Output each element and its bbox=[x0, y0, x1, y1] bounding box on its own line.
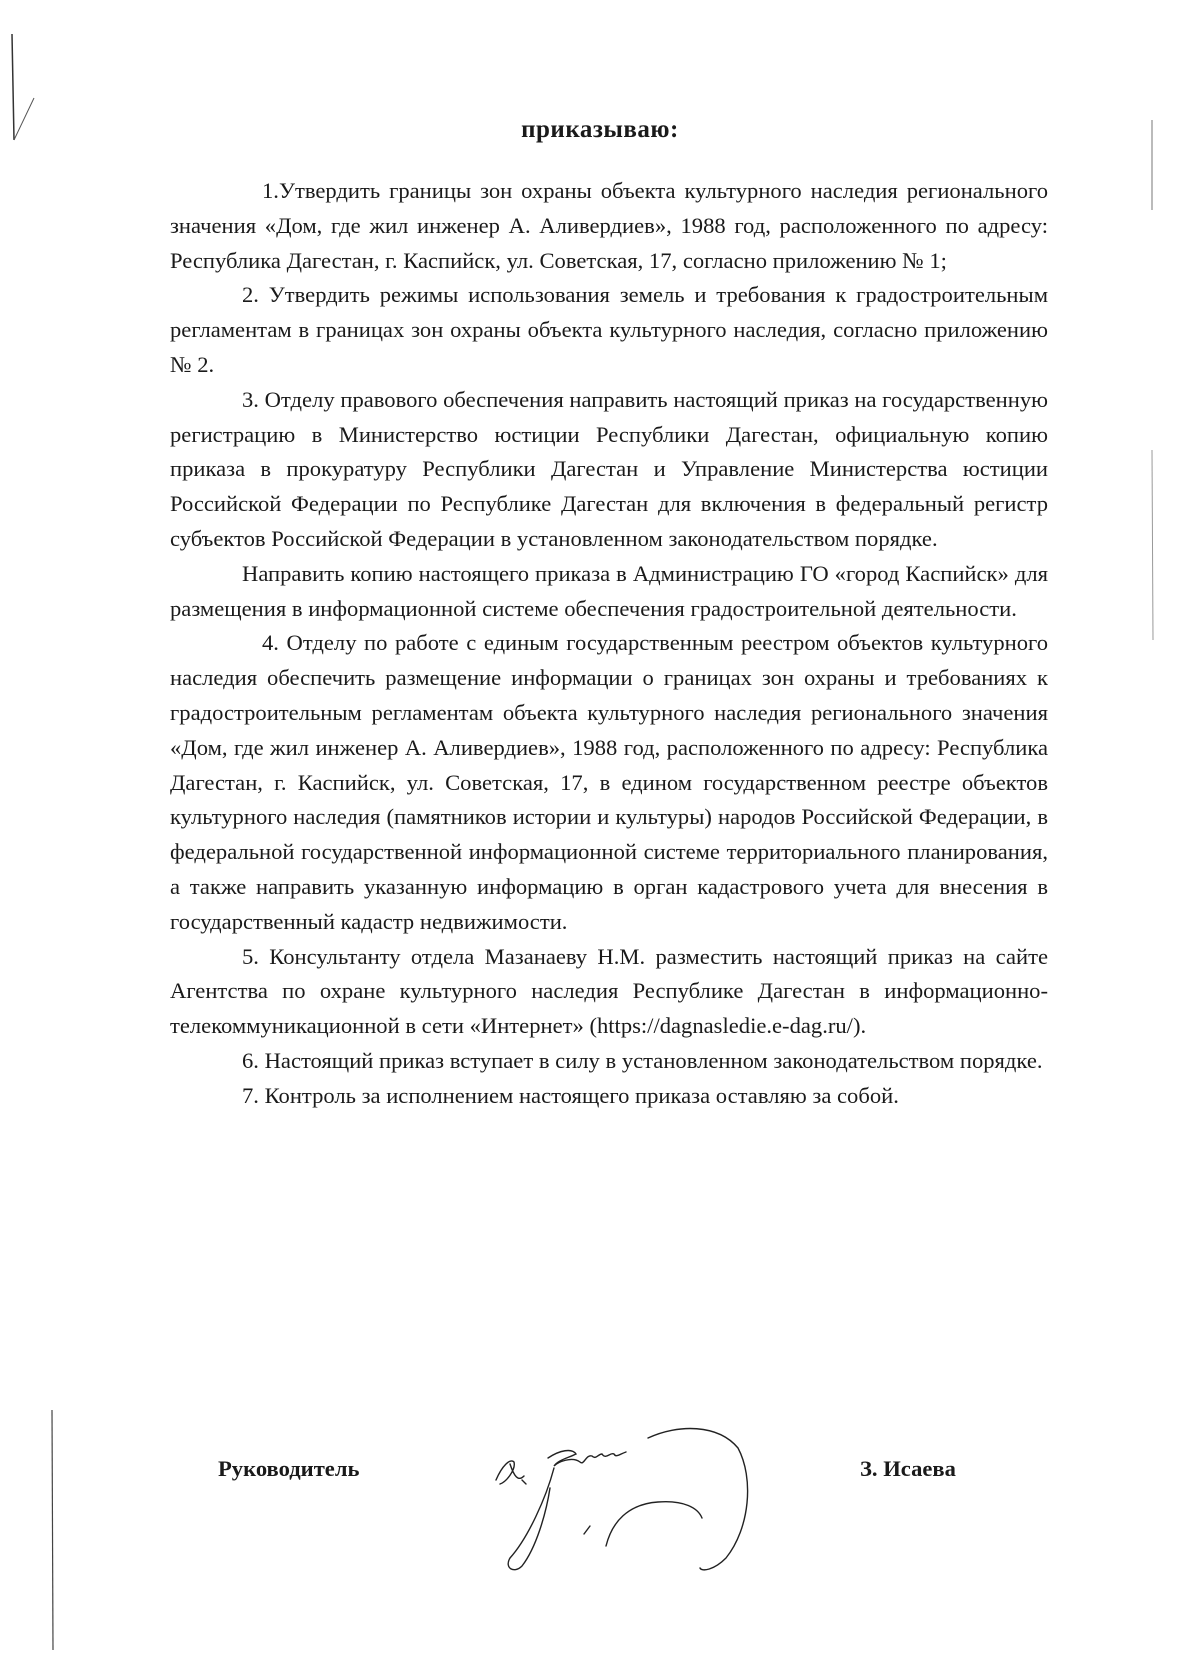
order-item-1: 1.Утвердить границы зон охраны объекта культурного наследия регионального значения «Дом, где жил инженер А. Аливердиев», 1988 год, расположенного по адресу: Республика Дагестан, г. Каспийск, ул. Советская, 17, согласно приложению № 1; bbox=[170, 178, 1048, 273]
order-item-6: 6. Настоящий приказ вступает в силу в установленном законодательством порядке. bbox=[242, 1047, 1043, 1073]
order-item-7: 7. Контроль за исполнением настоящего приказа оставляю за собой. bbox=[242, 1082, 899, 1108]
signer-position: Руководитель bbox=[218, 1456, 360, 1481]
signer-name: З. Исаева bbox=[860, 1456, 956, 1481]
order-heading: приказываю: bbox=[521, 116, 679, 143]
order-item-5: 5. Консультанту отдела Мазанаеву Н.М. разместить настоящий приказ на сайте Агентства по охране культурного наследия Республике Дагестан в информационно-телекоммуникационной в сети «Интернет» (https://dagnasledie.e-dag.ru/). bbox=[170, 943, 1048, 1039]
order-item-4: 4. Отделу по работе с единым государственным реестром объектов культурного наследия обеспечить размещение информации о границах зон охраны и требованиях к градостроительным регламентам объекта культурного наследия регионального значения «Дом, где жил инженер А. Аливердиев», 1988 год, расположенного по адресу: Республика Дагестан, г. Каспийск, ул. Советская, 17, в едином государственном реестре объектов культурного наследия (памятников истории и культуры) народов Российской Федерации, в федеральной государственной информационной системе территориального планирования, а также направить указанную информацию в орган кадастрового учета для внесения в государственный кадастр недвижимости. bbox=[170, 630, 1048, 934]
order-body bbox=[170, 174, 1048, 1114]
margin-scan-line bbox=[48, 1410, 58, 1650]
order-item-2: 2. Утвердить режимы использования земель и требования к градостроительным регламентам в границах зон охраны объекта культурного наследия, согласно приложению № 2. bbox=[170, 282, 1048, 377]
order-item-3-addendum: Направить копию настоящего приказа в Администрацию ГО «город Каспийск» для размещения в информационной системе обеспечения градостроительной деятельности. bbox=[170, 560, 1048, 621]
handwritten-signature bbox=[488, 1418, 788, 1578]
right-margin-scan-line bbox=[1148, 120, 1158, 640]
order-item-3: 3. Отделу правового обеспечения направить настоящий приказ на государственную регистрацию в Министерство юстиции Республики Дагестан, официальную копию приказа в прокуратуру Республики Дагестан и Управление Министерства юстиции Российской Федерации по Республике Дагестан для включения в федеральный регистр субъектов Российской Федерации в установленном законодательством порядке. bbox=[170, 386, 1048, 551]
